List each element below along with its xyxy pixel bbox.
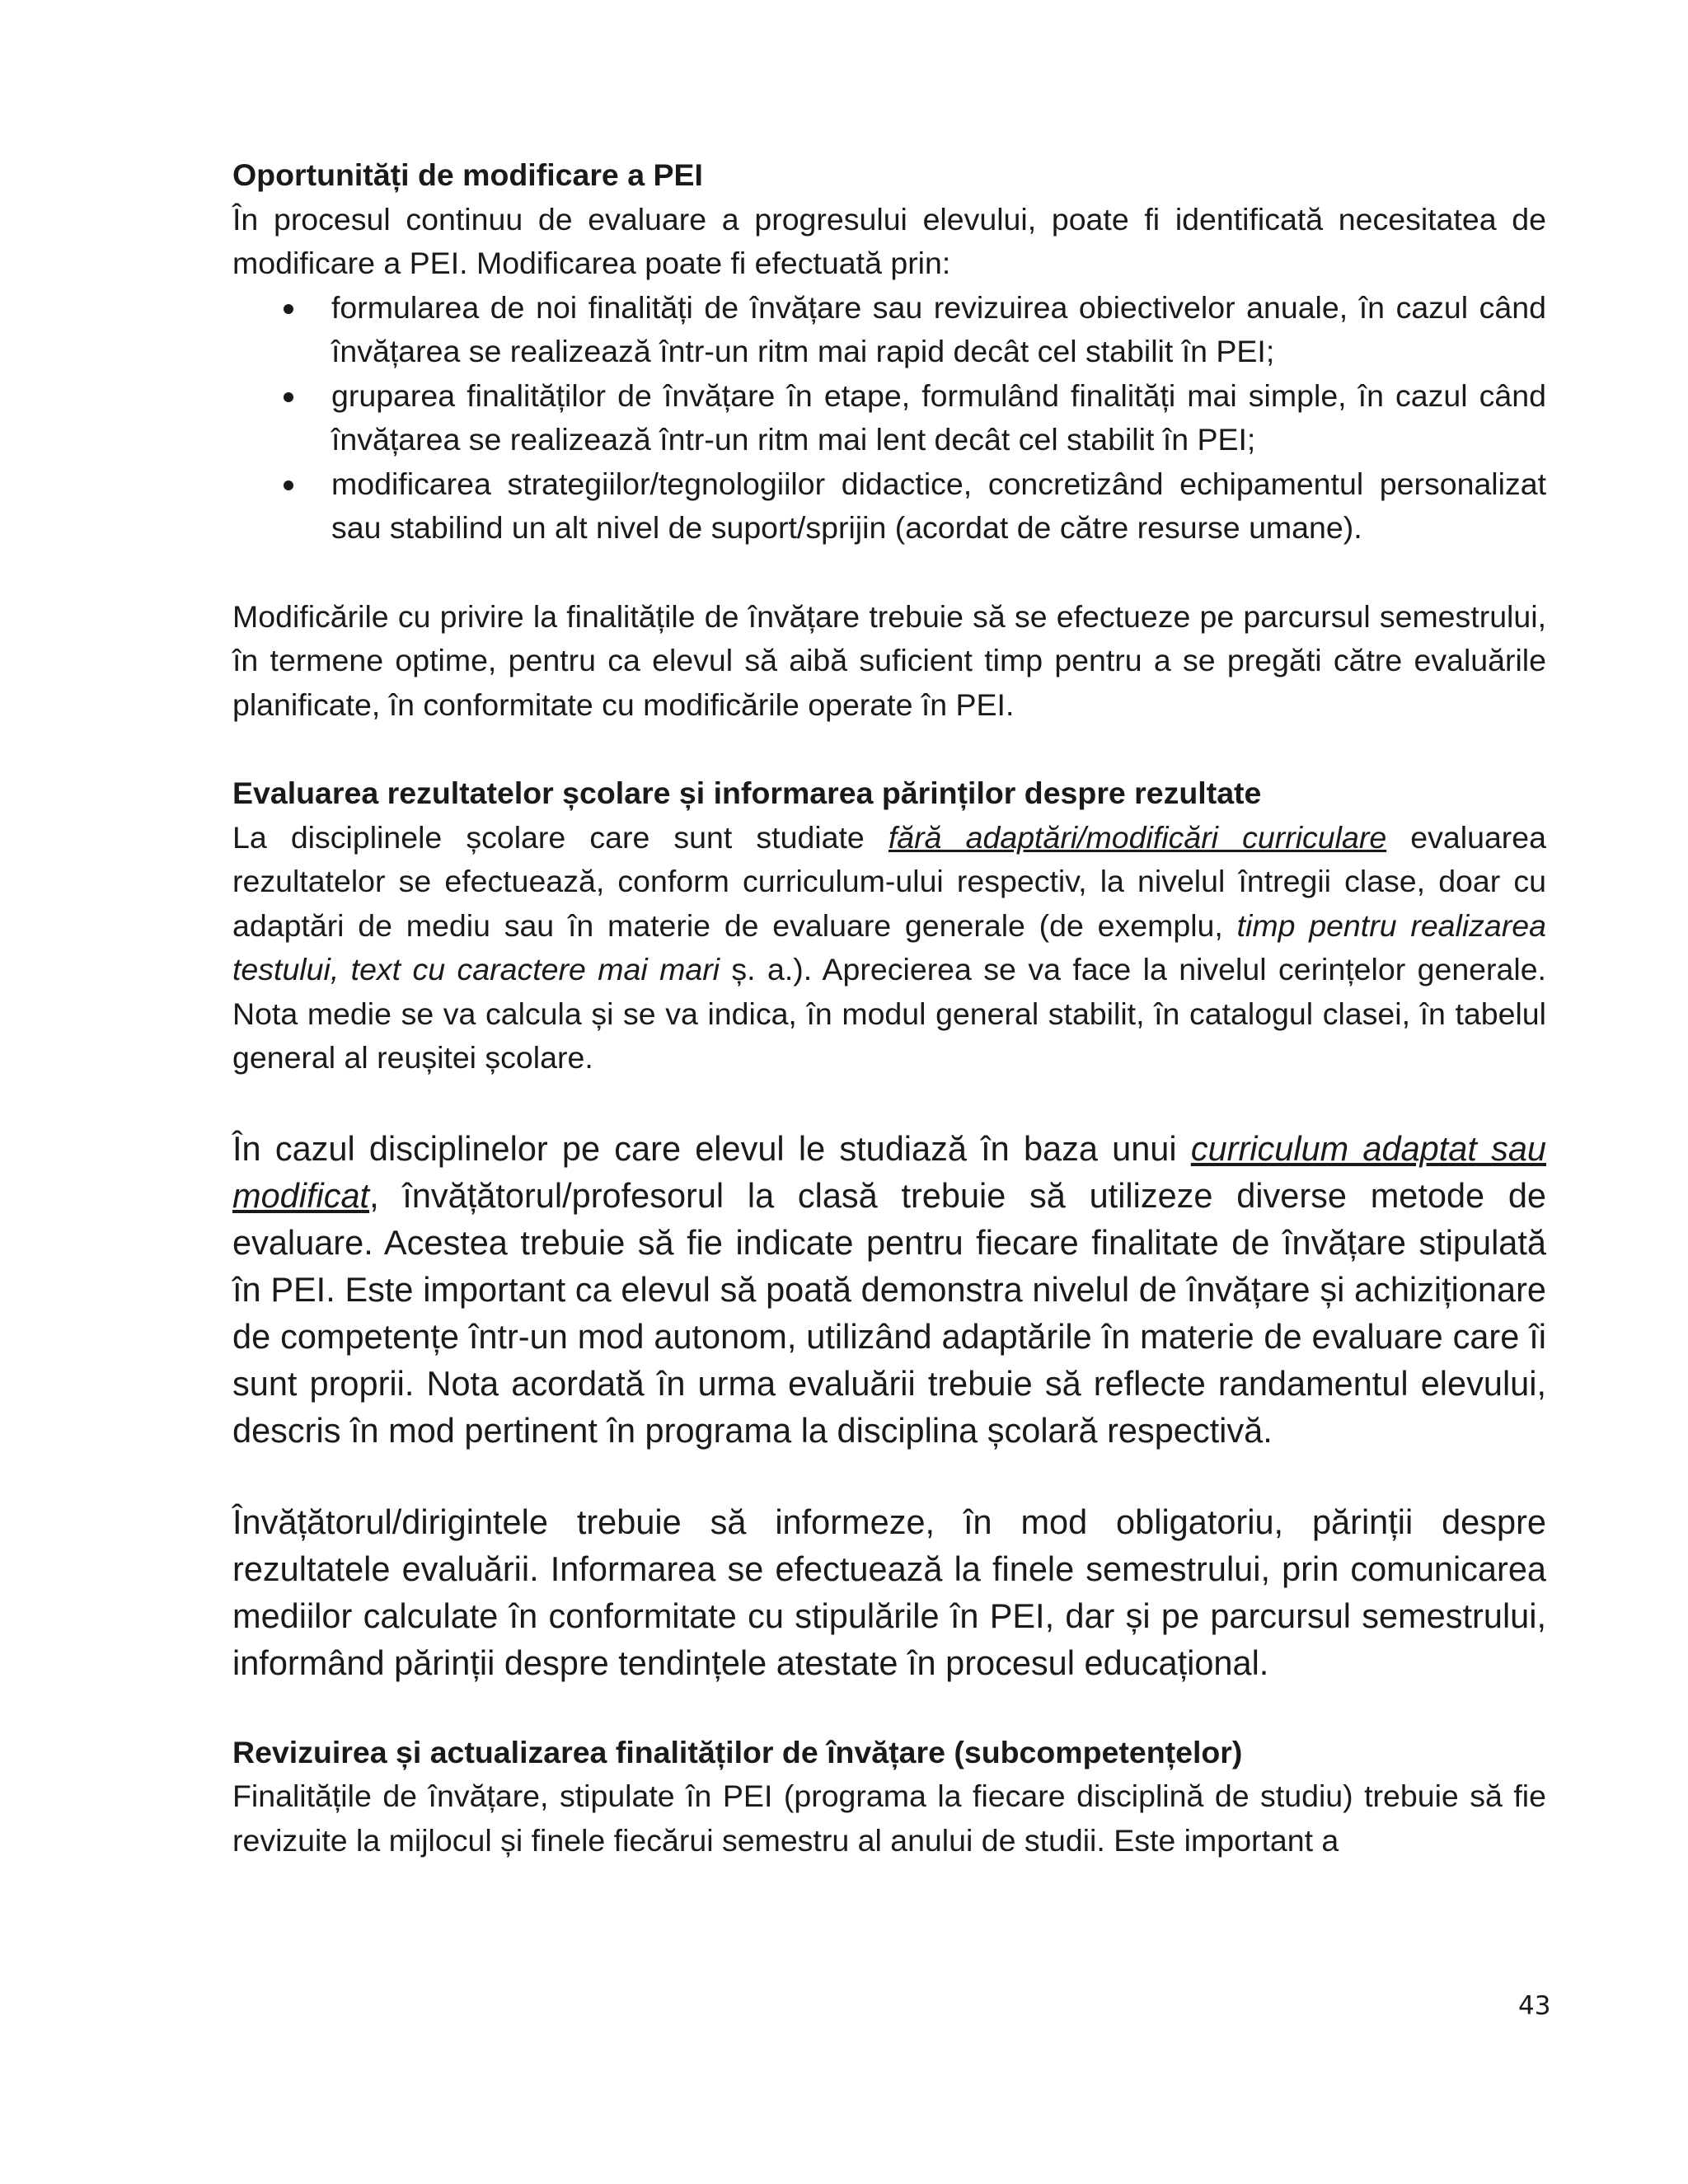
revision-paragraph: Finalitățile de învățare, stipulate în PEI (programa la fiecare disciplină de studiu) trebuie să fie revizuite la mijlocul și finele fiecărui semestru al anului de studii. Este important a [232, 1779, 1546, 1858]
evaluation-paragraph: La disciplinele școlare care sunt studiate fără adaptări/modificări curriculare evaluarea rezultatelor se efectuează, conform curriculum-ului respectiv, la nivelul întregii clase, doar cu adaptări de mediu sau în materie de evaluare generale (de exemplu, timp pentru realizarea testului, text cu caractere mai mari ș. a.). Aprecierea se va face la nivelul cerințelor generale. Nota medie se va calcula și se va indica, în modul general stabilit, în catalogul clasei, în tabelul general al reușitei școlare. [232, 819, 1547, 1075]
modification-list [232, 286, 1546, 551]
bullet-icon [284, 480, 293, 490]
page-content [232, 153, 1546, 1863]
parents-information-paragraph: Învățătorul/dirigintele trebuie să informeze, în mod obligatoriu, părinții despre rezultatele evaluării. Informarea se efectuează la finele semestrului, prin comunicarea mediilor calculate în conformitate cu stipulările în PEI, dar și pe parcursul semestrului, informând părinții despre tendințele atestate în procesul educațional. [232, 1502, 1546, 1682]
list-item: formularea de noi finalități de învățare sau revizuirea obiectivelor anuale, în cazul când învățarea se realizează într-un ritm mai rapid decât cel stabilit în PEI; [232, 286, 1546, 374]
list-item: modificarea strategiilor/tegnologiilor didactice, concretizând echipamentul personalizat sau stabilind un alt nivel de suport/sprijin (acordat de către resurse umane). [232, 462, 1546, 551]
modification-timing-paragraph: Modificările cu privire la finalitățile de învățare trebuie să se efectueze pe parcursul semestrului, în termene optime, pentru ca elevul să aibă suficient timp pentru a se pregăti către evaluările planificate, în conformitate cu modificările operate în PEI. [232, 598, 1546, 722]
bullet-icon [284, 304, 293, 314]
intro-paragraph: În procesul continuu de evaluare a progresului elevului, poate fi identificată necesitatea de modificare a PEI. Modificarea poate fi efectuată prin: [232, 201, 1546, 280]
list-item: gruparea finalităților de învățare în etape, formulând finalități mai simple, în cazul când învățarea se realizează într-un ritm mai lent decât cel stabilit în PEI; [232, 374, 1546, 462]
section-heading-evaluation: Evaluarea rezultatelor școlare și informarea părinților despre rezultate [232, 776, 1262, 810]
bullet-icon [284, 392, 293, 402]
adapted-curriculum-paragraph: În cazul disciplinelor pe care elevul le studiază în baza unui curriculum adaptat sau modificat, învățătorul/profesorul la clasă trebuie să utilizeze diverse metode de evaluare. Acestea trebuie să fie indicate pentru fiecare finalitate de învățare stipulată în PEI. Este important ca elevul să poată demonstra nivelul de învățare și achiziționare de competențe într-un mod autonom, utilizând adaptările în materie de evaluare care îi sunt proprii. Nota acordată în urma evaluării trebuie să reflecte randamentul elevului, descris în mod pertinent în programa la disciplina școlară respectivă. [232, 1128, 1546, 1450]
section-heading-modification: Oportunități de modificare a PEI [232, 157, 703, 192]
page-number: 43 [1518, 1991, 1551, 2021]
section-heading-revision: Revizuirea și actualizarea finalităților de învățare (subcompetențelor) [232, 1734, 1243, 1769]
